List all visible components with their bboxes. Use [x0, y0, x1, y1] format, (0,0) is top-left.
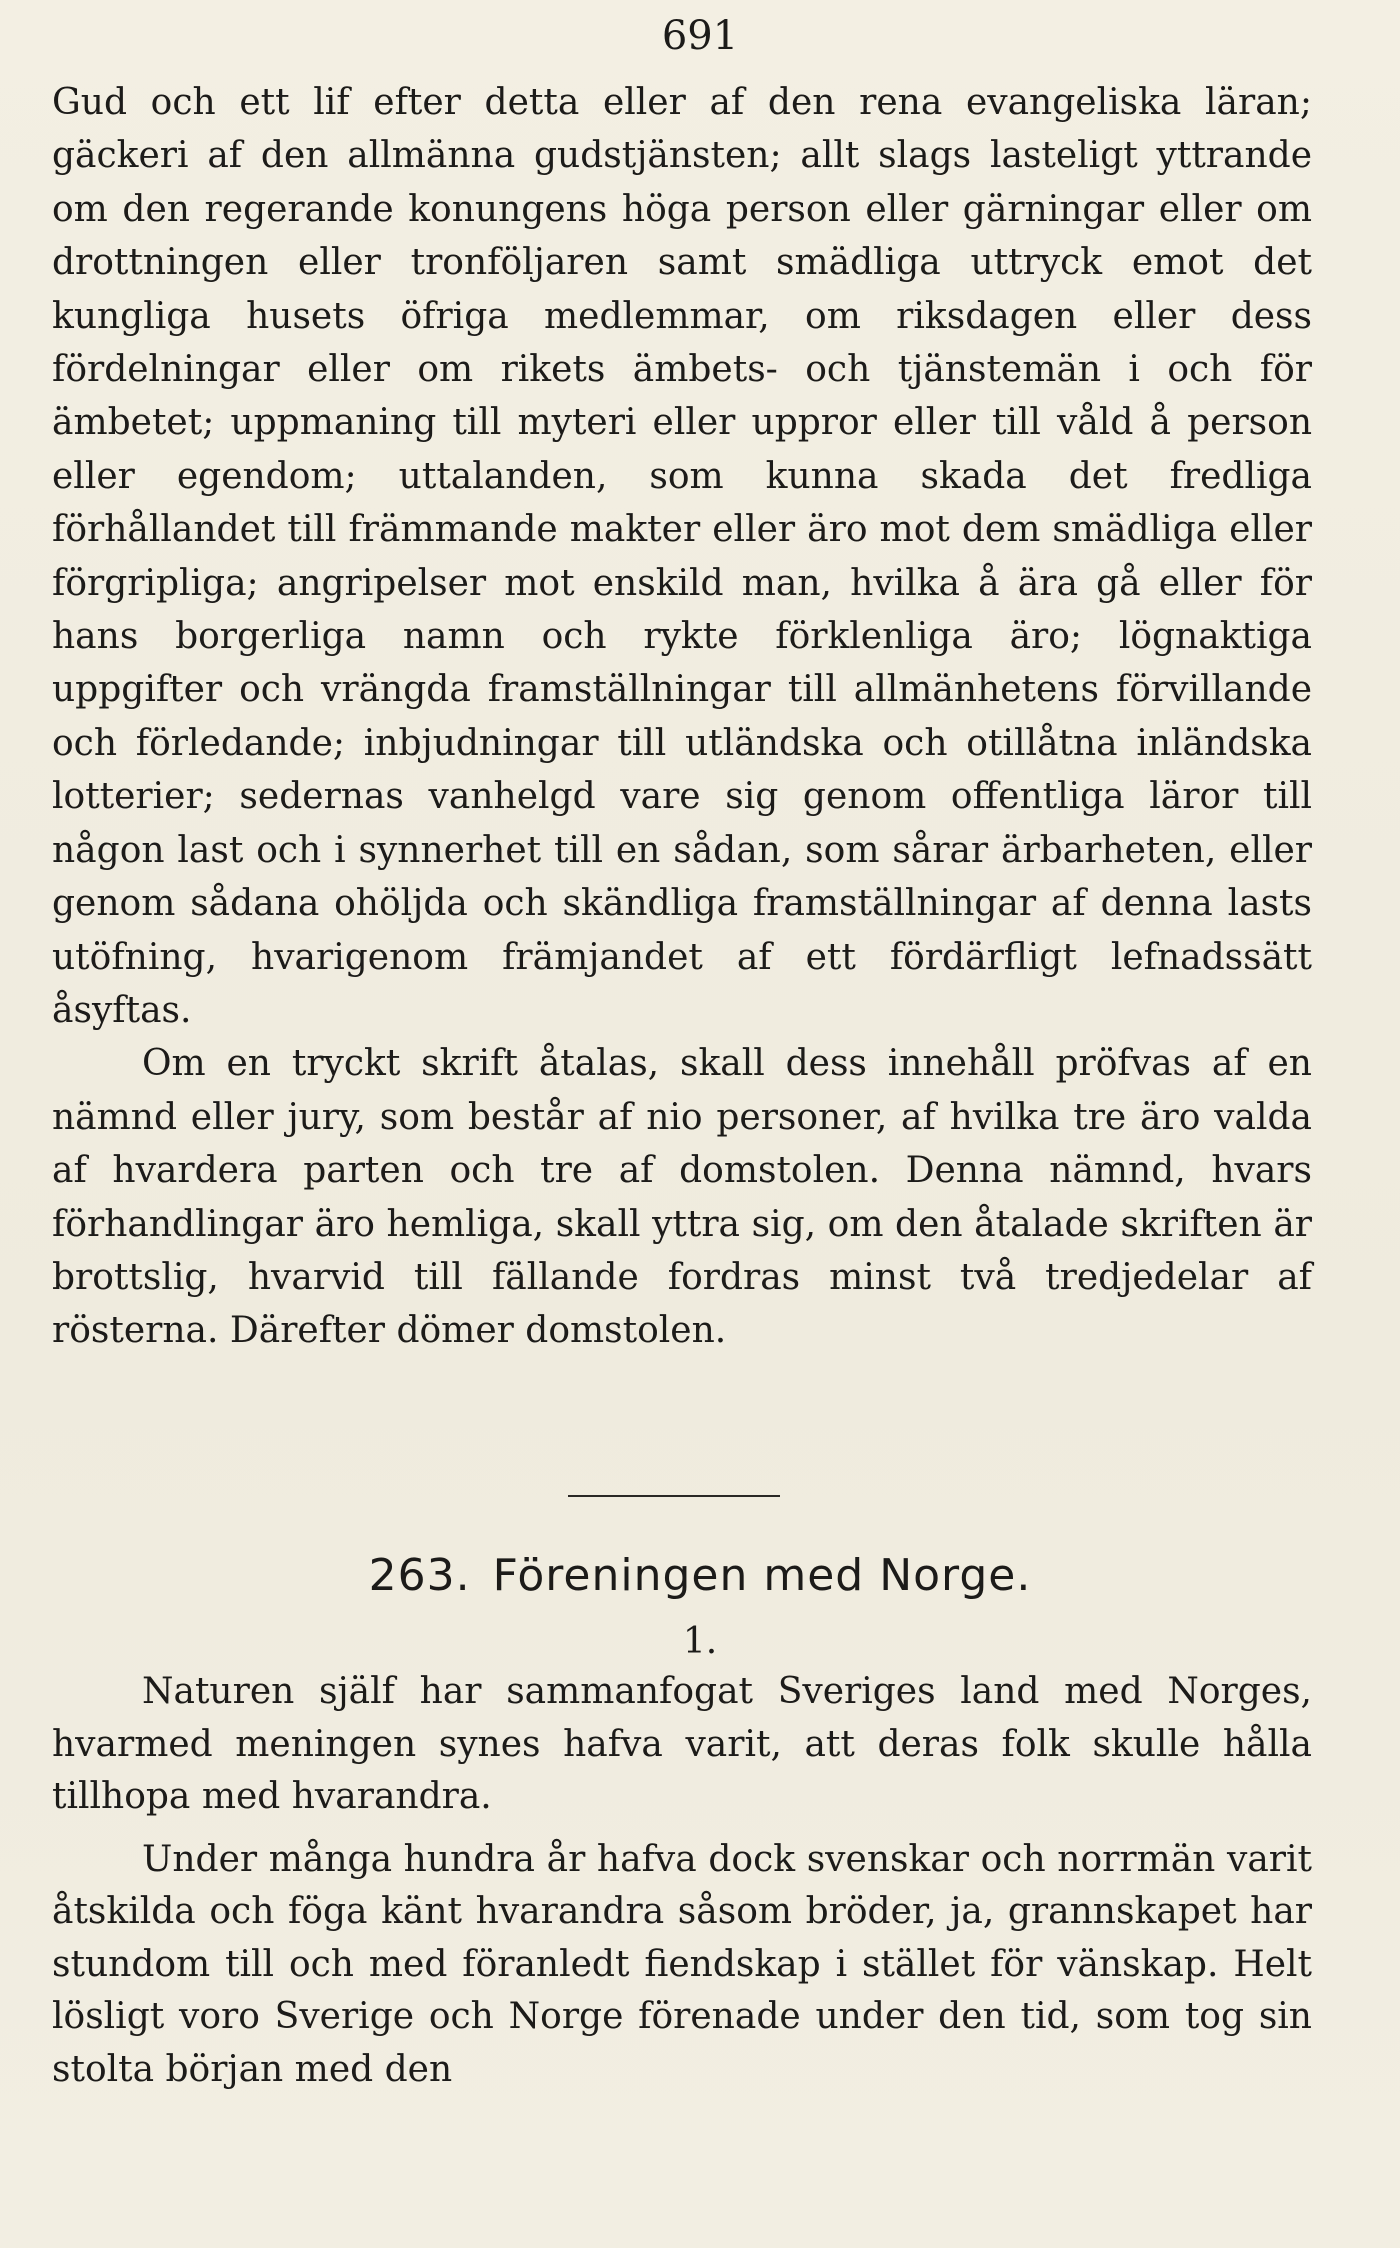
section-heading: [0, 1548, 1400, 1604]
section-text-block: [52, 1666, 1312, 2096]
continued-paragraph: Gud och ett lif efter detta eller af den rena evangeliska läran; gäckeri af den allmänna gudstjänsten; allt slags lasteligt yttrande om den regerande konungens höga person eller gärningar eller om drottningen eller tronföljaren samt smädliga uttryck emot det kungliga husets öfriga medlemmar, om riksdagen eller dess fördelningar eller om rikets ämbets- och tjänstemän i och för ämbetet; uppmaning till myteri eller uppror eller till våld å person eller egendom; uttalanden, som kunna skada det fredliga förhållandet till främmande makter eller äro mot dem smädliga eller förgripliga; angripelser mot enskild man, hvilka å ära gå eller för hans borgerliga namn och rykte förklenliga äro; lögnaktiga uppgifter och vrängda framställningar till allmänhetens förvillande och förledande; inbjudningar till utländska och otillåtna inländska lotterier; sedernas vanhelgd vare sig genom offentliga läror till någon last och i synnerhet till en sådan, som sårar ärbarheten, eller genom sådana ohöljda och skändliga framställningar af denna lasts utöfning, hvarigenom främjandet af ett fördärfligt lefnadssätt åsyftas.: [52, 82, 1312, 1031]
section-number: 263.: [368, 1550, 471, 1601]
press-trial-paragraph: Om en tryckt skrift åtalas, skall dess innehåll pröfvas af en nämnd eller jury, som består af nio personer, af hvilka tre äro valda af hvardera parten och tre af domstolen. Denna nämnd, hvars förhandlingar äro hemliga, skall yttra sig, om den åtalade skriften är brottslig, hvarvid till fällande fordras minst två tredjedelar af rösterna. Därefter dömer domstolen.: [52, 1043, 1312, 1352]
section-paragraph: Naturen själf har sammanfogat Sveriges land med Norges, hvarmed meningen synes hafva varit, att deras folk skulle hålla tillhopa med hvarandra.: [52, 1671, 1312, 1817]
continued-text-block: [52, 76, 1312, 1358]
section-title: Föreningen med Norge.: [492, 1550, 1032, 1601]
section-paragraph: Under många hundra år hafva dock svenskar och norrmän varit åtskilda och föga känt hvarandra såsom bröder, ja, grannskapet har stundom till och med föranledt fiendskap i stället för vänskap. Helt lösligt voro Sverige och Norge förenade under den tid, som tog sin stolta början med den: [52, 1838, 1312, 2090]
subsection-number: 1.: [682, 1621, 718, 1662]
page-number: 691: [661, 13, 739, 59]
section-divider: [568, 1495, 780, 1497]
